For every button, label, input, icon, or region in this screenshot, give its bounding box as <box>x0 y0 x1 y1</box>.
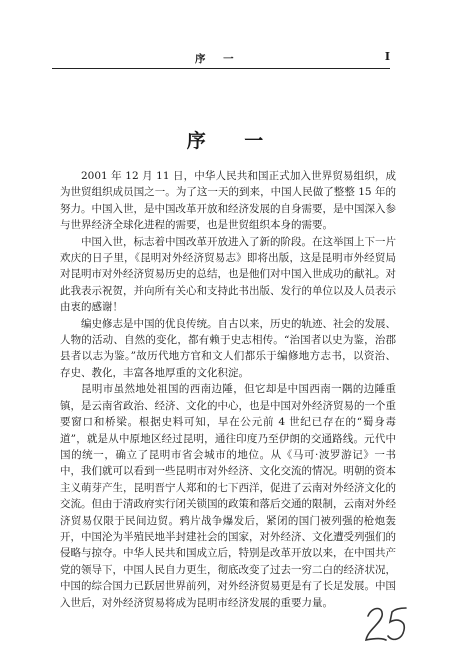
page-number: I <box>384 50 390 63</box>
paragraph-1: 2001 年 12 月 11 日，中华人民共和国正式加入世界贸易组织，成为世贸组织成员国之一。为了这一天的到来，中国人民做了整整 15 年的努力。中国入世，是中国改革开放和经济发展的自身需要，是中国深入参与世界经济全球化进程的需要，也是世贸组织本身的需要。 <box>60 170 396 232</box>
paragraph-3: 编史修志是中国的优良传统。自古以来，历史的轨迹、社会的发展、人物的活动、自然的变化，都有赖于史志相传。“治国者以史为鉴，治郡县者以志为鉴。”故历代地方官和文人们都乐于编修地方志书，以资治、存史、教化，丰富各地厚重的文化积淀。 <box>60 317 396 379</box>
body-text <box>60 168 396 611</box>
paragraph-2: 中国入世，标志着中国改革开放进入了新的阶段。在这举国上下一片欢庆的日子里，《昆明对外经济贸易志》即将出版，这是昆明市外经贸局对昆明市对外经济贸易历史的总结，也是他们对中国入世成功的献礼。对此我表示祝贺，并向所有关心和支持此书出版、发行的单位以及人员表示由衷的感谢！ <box>60 235 396 314</box>
running-title: 序 一 <box>195 53 241 65</box>
chapter-title: 序 一 <box>186 130 280 152</box>
page-header <box>52 48 390 72</box>
header-rule <box>52 68 390 69</box>
paragraph-4: 昆明市虽然地处祖国的西南边陲，但它却是中国西南一隅的边陲重镇，是云南省政治、经济、文化的中心，也是中国对外经济贸易的一个重要窗口和桥梁。根据史料可知，早在公元前 4 世纪已存在的“蜀身毒道”，就是从中原地区经过昆明，通往印度乃至伊朗的交通路线。元代中国的统一，确立了昆明市省会城市的地位。从《马可·波罗游记》一书中，我们就可以看到一些昆明市对外经济、文化交流的情况。明朝的资本主义萌芽产生，昆明晋宁人郑和的七下西洋，促进了云南对外经济文化的交流。但由于清政府实行闭关锁国的政策和落后交通的限制，云南对外经济贸易仅限于民间边贸。鸦片战争爆发后，紧闭的国门被列强的枪炮轰开，中国沦为半殖民地半封建社会的国家，对外经济、文化遭受列强们的侵略与掠夺。中华人民共和国成立后，特别是改革开放以来，在中国共产党的领导下，中国人民自力更生，彻底改变了过去一穷二白的经济状况，中国的综合国力已跃居世界前列，对外经济贸易更是有了长足发展。中国入世后，对外经济贸易将成为昆明市经济发展的重要力量。 <box>60 383 396 609</box>
handwritten-mark <box>362 596 414 648</box>
